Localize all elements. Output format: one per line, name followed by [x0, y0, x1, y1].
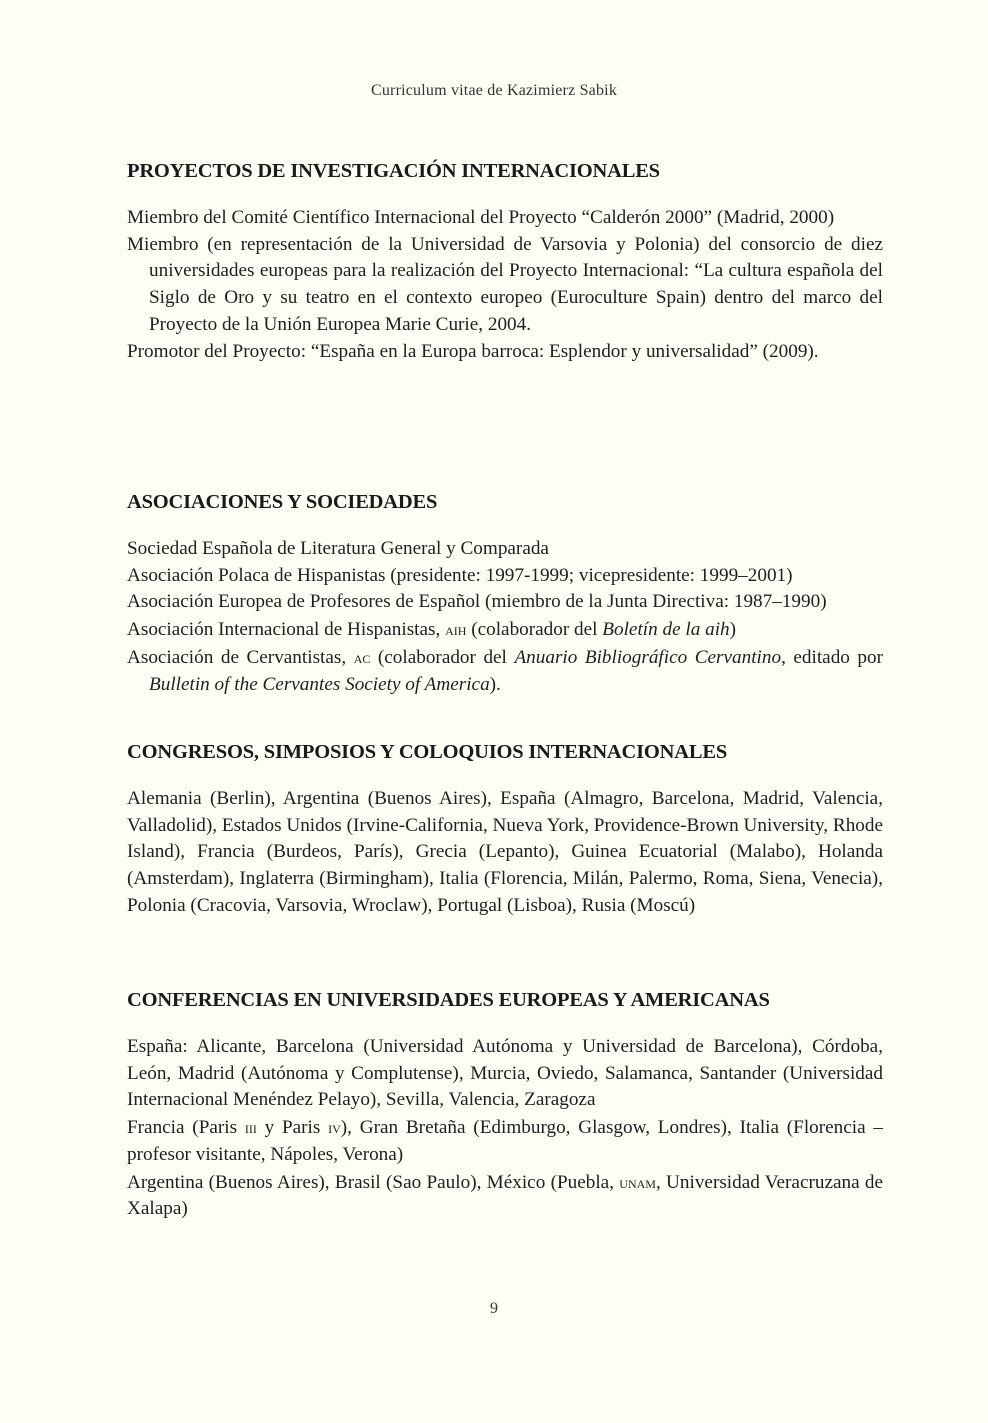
entry-text: , Universidad Veracruzana de Xalapa) [127, 1171, 883, 1220]
paragraph: Alemania (Berlin), Argentina (Buenos Aires), España (Almagro, Barcelona, Madrid, Valencia, Valladolid), Estados Unidos (Irvine-California, Nueva York, Providence-Brown University, Rhode Island), Francia (Burdeos, París), Grecia (Lepanto), Guinea Ecuatorial (Malabo), Holanda (Amsterdam), Inglaterra (Birmingham), Italia (Florencia, Milán, Palermo, Roma, Siena, Venecia), Polonia (Cracovia, Varsovia, Wroclaw), Portugal (Lisboa), Rusia (Moscú) [127, 788, 883, 916]
section-title: CONFERENCIAS EN UNIVERSIDADES EUROPEAS Y AMERICANAS [127, 989, 770, 1011]
running-head: Curriculum vitae de Kazimierz Sabik [370, 82, 618, 99]
entry-text: Asociación de Cervantistas, [127, 646, 354, 668]
section-congresos [127, 741, 883, 920]
entry-text: Asociación Internacional de Hispanistas, [127, 619, 446, 641]
entry-text: ). [489, 673, 501, 695]
list-item: Sociedad Española de Literatura General y Comparada [127, 538, 549, 559]
section-conferencias [127, 989, 883, 1223]
entry-list [127, 205, 883, 365]
list-item: Asociación Polaca de Hispanistas (presidente: 1997-1999; vicepresidente: 1999–2001) [127, 564, 793, 586]
entry-text: (colaborador del [466, 619, 603, 641]
list-item: Miembro (en representación de la Universidad de Varsovia y Polonia) del consorcio de diez universidades europeas para la realización del Proyecto Internacional: “La cultura española del Siglo de Oro y su teatro en el contexto europeo (Euroculture Spain) dentro del marco del Proyecto de la Unión Europea Marie Curie, 2004. [127, 233, 883, 335]
entry-text: (colaborador del [370, 646, 515, 668]
list-item: Miembro del Comité Científico Internacional del Proyecto “Calderón 2000” (Madrid, 2000) [127, 207, 835, 228]
abbreviation: unam [619, 1171, 656, 1192]
page-number: 9 [490, 1300, 498, 1317]
abbreviation: ac [353, 646, 371, 667]
entry-text: , editado por [781, 646, 883, 668]
publication-title: Boletín de la aih [602, 619, 730, 641]
publication-title: Bulletin of the Cervantes Society of America [149, 673, 490, 695]
paragraph-europa [127, 1114, 883, 1168]
entry-text: ), Gran Bretaña (Edimburgo, Glasgow, Londres), Italia (Florencia – profesor visitante, Nápoles, Verona) [127, 1117, 884, 1165]
publication-title: Anuario Bibliográfico Cervantino [514, 646, 782, 668]
entry-text: ) [729, 619, 737, 641]
abbreviation: iii [244, 1117, 257, 1138]
section-title: CONGRESOS, SIMPOSIOS Y COLOQUIOS INTERNACIONALES [127, 741, 728, 763]
list-item [127, 616, 883, 644]
section-title: ASOCIACIONES Y SOCIEDADES [127, 491, 438, 513]
entry-text: Francia (Paris [127, 1117, 245, 1139]
paragraph-america [127, 1169, 883, 1223]
abbreviation: aih [445, 619, 467, 640]
list-item: Asociación Europea de Profesores de Español (miembro de la Junta Directiva: 1987–1990) [127, 591, 827, 613]
abbreviation: iv [328, 1117, 341, 1138]
entry-list [127, 536, 883, 698]
section-proyectos [127, 160, 883, 365]
section-title: PROYECTOS DE INVESTIGACIÓN INTERNACIONALES [127, 160, 660, 182]
paragraph-espana: España: Alicante, Barcelona (Universidad Autónoma y Universidad de Barcelona), Córdoba, León, Madrid (Autónoma y Complutense), Murcia, Oviedo, Salamanca, Santander (Universidad Internacional Menéndez Pelayo), Sevilla, Valencia, Zaragoza [127, 1036, 883, 1111]
list-item [127, 644, 883, 698]
entry-text: y Paris [256, 1117, 329, 1139]
section-asociaciones [127, 491, 883, 698]
entry-list [127, 786, 883, 920]
list-item: Promotor del Proyecto: “España en la Europa barroca: Esplendor y universalidad” (2009). [127, 340, 819, 362]
entry-text: Argentina (Buenos Aires), Brasil (Sao Paulo), México (Puebla, [127, 1171, 620, 1193]
entry-list [127, 1034, 883, 1223]
